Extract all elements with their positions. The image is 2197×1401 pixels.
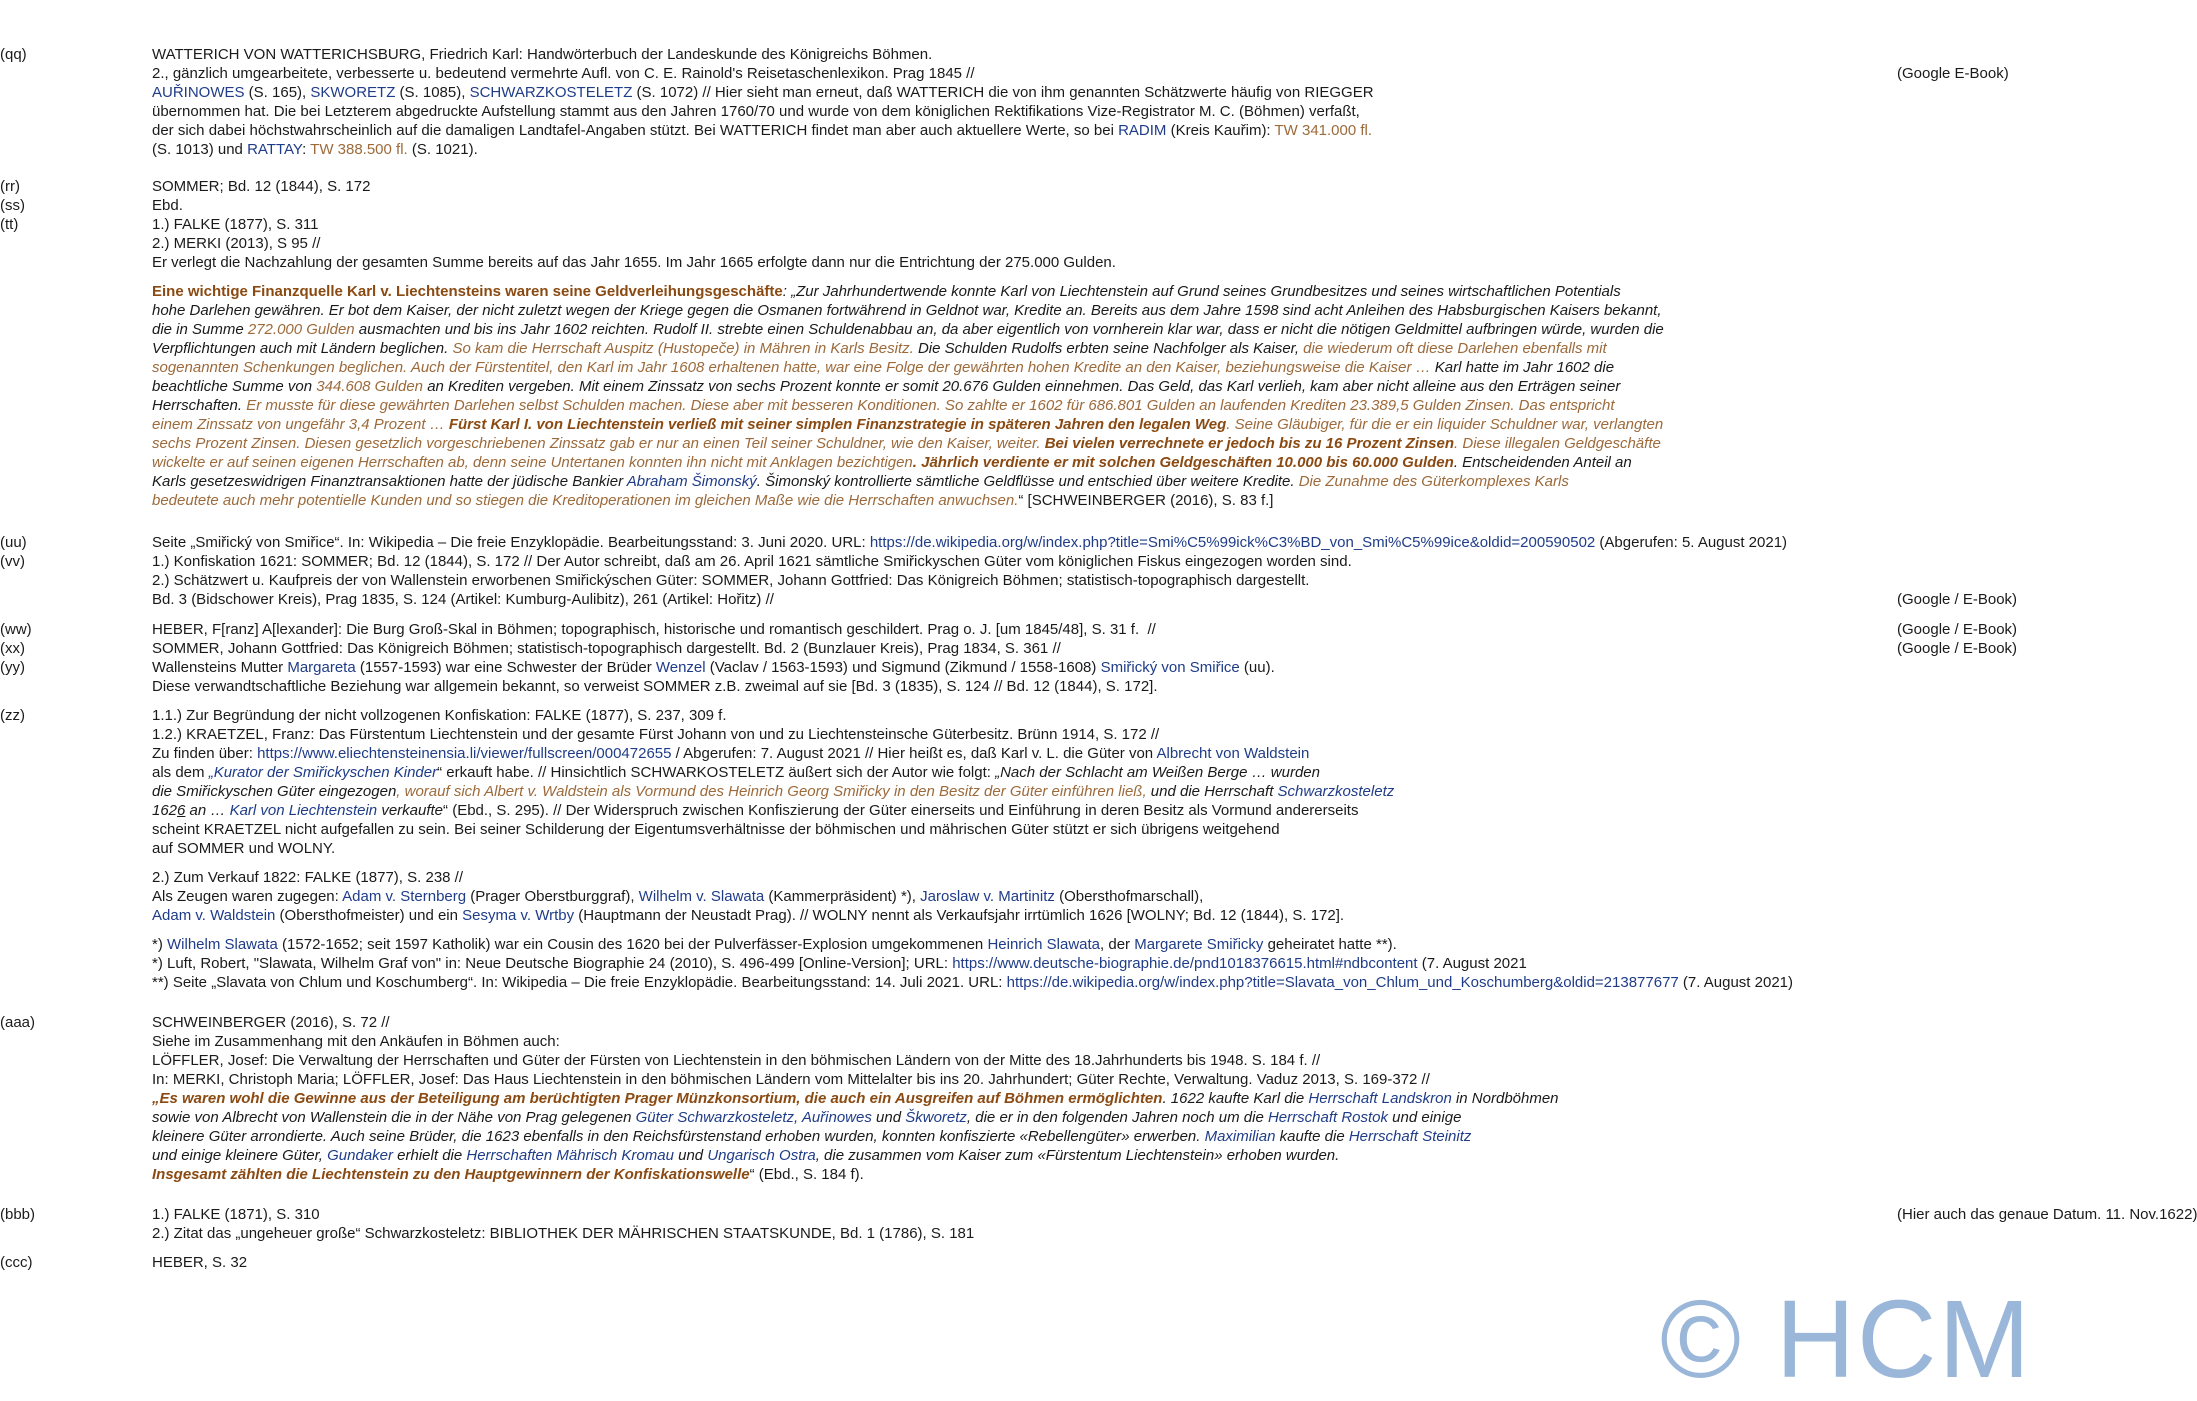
- text-line: scheint KRAETZEL nicht aufgefallen zu sein. Bei seiner Schilderung der Eigentumsverhältnisse der böhmischen und mährischen Güter stützt er sich übrigens weitgehend: [152, 821, 1280, 838]
- reference-line: 2., gänzlich umgearbeitete, verbesserte u. bedeutend vermehrte Aufl. von C. E. Rainold's Reisetaschenlexikon. Prag 1845 // (Google E-Book): [152, 65, 2009, 82]
- reference-line: 1.2.) KRAETZEL, Franz: Das Fürstentum Liechtenstein und der gesamte Fürst Johann von und zu Liechtensteinsche Güterbesitz. Brünn 1914, S. 172 //: [152, 726, 1160, 743]
- quote-line: Verpflichtungen auch mit Ländern beglichen. So kam die Herrschaft Auspitz (Hustopeče) in Mähren in Karls Besitz. Die Schulden Rudolfs erbten seine Nachfolger als Kaiser, die wiederum oft diese Darlehen ebenfalls mit: [152, 340, 1607, 357]
- place-link[interactable]: Škworetz: [905, 1109, 967, 1126]
- text-line: übernommen hat. Die bei Letzterem abgedruckte Aufstellung stammt aus den Jahren 1760/70 und wurde von dem königlichen Rektifikations Vize-Registrator M. C. (Böhmen) verfaßt,: [152, 103, 1360, 120]
- person-link[interactable]: Heinrich Slawata: [987, 936, 1101, 953]
- reference-line: Ebd.: [152, 197, 183, 214]
- reference-line: Seite „Smiřický von Smiřice“. In: Wikipedia – Die freie Enzyklopädie. Bearbeitungsstand: 3. Juni 2020. URL: https://de.wikipedia.org/w/index.php?title=Smi%C5%99ick%C3%BD_von_Smi%C5%99ice&oldid=200590502 (Abgerufen: 5. August 2021): [152, 534, 1788, 551]
- source-note: (Google / E-Book): [1897, 640, 2018, 657]
- reference-line: 1.1.) Zur Begründung der nicht vollzogenen Konfiskation: FALKE (1877), S. 237, 309 f.: [152, 707, 727, 724]
- quote-line: hohe Darlehen gewähren. Er bot dem Kaiser, der nicht zuletzt wegen der Kriege gegen die Osmanen fortwährend in Geldnot war, Kredite an. Bereits aus dem Jahre 1598 sind acht Anleihen des Habsburgischen Kaisers bekannt,: [152, 302, 1662, 319]
- url-link[interactable]: https://de.wikipedia.org/w/index.php?title=Smi%C5%99ick%C3%BD_von_Smi%C5%99ice&oldid=200590502: [869, 534, 1596, 551]
- person-link[interactable]: „Kurator der Smiřickyschen Kinder: [208, 764, 438, 781]
- quote-line: sechs Prozent Zinsen. Diesen gesetzlich vorgeschriebenen Zinssatz gab er nur an einen Teil seiner Schuldner, wie den Kaiser, weiter. Bei vielen verrechnete er jedoch bis zu 16 Prozent Zinsen. Diese illegalen Geldgeschäfte: [152, 435, 1661, 452]
- place-link[interactable]: Güter Schwarzkosteletz, Auřinowes: [635, 1109, 872, 1126]
- note-label: (qq): [0, 46, 27, 63]
- reference-line: SCHWEINBERGER (2016), S. 72 //: [152, 1014, 390, 1031]
- reference-line: 2.) Zitat das „ungeheuer große“ Schwarzkosteletz: BIBLIOTHEK DER MÄHRISCHEN STAATSKUNDE, Bd. 1 (1786), S. 181: [152, 1225, 975, 1242]
- quote-line: Karls gesetzeswidrigen Finanztransaktionen hatte der jüdische Bankier Abraham Šimonský. Šimonský kontrollierte sämtliche Geldflüsse und entschied über weitere Kredite. Die Zunahme des Güterkomplexes Karls: [152, 473, 1569, 490]
- reference-line: WATTERICH VON WATTERICHSBURG, Friedrich Karl: Handwörterbuch der Landeskunde des Königreichs Böhmen.: [152, 46, 933, 63]
- reference-line: 1.) FALKE (1877), S. 311: [152, 216, 319, 233]
- place-link[interactable]: RADIM: [1118, 122, 1167, 139]
- person-link[interactable]: Wilhelm Slawata: [167, 936, 278, 953]
- text-line: (S. 1013) und RATTAY: TW 388.500 fl. (S. 1021).: [152, 141, 478, 158]
- person-link[interactable]: Karl von Liechtenstein: [229, 802, 378, 819]
- quote-line: die in Summe 272.000 Gulden ausmachten und bis ins Jahr 1602 reichten. Rudolf II. strebte einen Schuldenabbau an, da aber eigentlich von vornherein klar war, dass er nicht die nötigen Geldmittel aufbringen würde, wurden die: [152, 321, 1664, 338]
- text-line: auf SOMMER und WOLNY.: [152, 840, 336, 857]
- quote-line: bedeutete auch mehr potentielle Kunden und so stiegen die Kreditoperationen im gleichen Maße wie die Herrschaften anwuchsen.“ [SCHWEINBERGER (2016), S. 83 f.]: [152, 492, 1274, 509]
- quote-line: und einige kleinere Güter, Gundaker erhielt die Herrschaften Mährisch Kromau und Ungarisch Ostra, die zusammen vom Kaiser zum «Fürstentum Liechtenstein» erhoben wurden.: [152, 1147, 1340, 1164]
- reference-line: In: MERKI, Christoph Maria; LÖFFLER, Josef: Das Haus Liechtenstein in den böhmischen Ländern vom Mittelalter bis ins 20. Jahrhundert; Güter Rechte, Verwaltung. Vaduz 2013, S. 169-372 //: [152, 1071, 1430, 1088]
- reference-line: 2.) MERKI (2013), S 95 //: [152, 235, 321, 252]
- value-highlight: TW 341.000 fl.: [1274, 122, 1373, 139]
- place-link[interactable]: Herrschaft Rostok: [1267, 1109, 1389, 1126]
- note-label: (tt): [0, 216, 19, 233]
- place-link[interactable]: Herrschaft Steinitz: [1348, 1128, 1472, 1145]
- reference-line: LÖFFLER, Josef: Die Verwaltung der Herrschaften und Güter der Fürsten von Liechtenstein in den böhmischen Ländern von der Mitte des 18.Jahrhunderts bis 1948. S. 184 f. //: [152, 1052, 1321, 1069]
- note-label: (bbb): [0, 1206, 36, 1223]
- text-line: Er verlegt die Nachzahlung der gesamten Summe bereits auf das Jahr 1655. Im Jahr 1665 erfolgte dann nur die Entrichtung der 275.000 Gulden.: [152, 254, 1116, 271]
- reference-line: HEBER, S. 32: [152, 1254, 248, 1271]
- text-line: Siehe im Zusammenhang mit den Ankäufen in Böhmen auch:: [152, 1033, 560, 1050]
- person-link[interactable]: Margarete Smiřicky: [1134, 936, 1264, 953]
- note-label: (xx): [0, 640, 25, 657]
- text-line: AUŘINOWES (S. 165), SKWORETZ (S. 1085), SCHWARZKOSTELETZ (S. 1072) // Hier sieht man erneut, daß WATTERICH die von ihm genannten Schätzwerte häufig von RIEGGER: [152, 84, 1374, 101]
- person-link[interactable]: Adam v. Waldstein: [152, 907, 276, 924]
- person-link[interactable]: Abraham Šimonský: [626, 473, 757, 490]
- url-link[interactable]: https://www.deutsche-biographie.de/pnd1018376615.html#ndbcontent: [952, 955, 1418, 972]
- footnote-line: *) Luft, Robert, "Slawata, Wilhelm Graf von" in: Neue Deutsche Biographie 24 (2010), S. 496-499 [Online-Version]; URL: https://www.deutsche-biographie.de/pnd1018376615.html#ndbcontent (7. August 2021: [152, 955, 1527, 972]
- quote-line: sowie von Albrecht von Wallenstein die in der Nähe von Prag gelegenen Güter Schwarzkosteletz, Auřinowes und Škworetz, die er in den folgenden Jahren noch um die Herrschaft Rostok und einige: [152, 1109, 1462, 1126]
- person-link[interactable]: Wenzel: [655, 659, 706, 676]
- reference-line: 2.) Schätzwert u. Kaufpreis der von Wallenstein erworbenen Smiřickýschen Güter: SOMMER, Johann Gottfried: Das Königreich Böhmen; statistisch-topographisch dargestellt.: [152, 572, 1310, 589]
- reference-line: SOMMER, Johann Gottfried: Das Königreich Böhmen; statistisch-topographisch dargestellt. Bd. 2 (Bunzlauer Kreis), Prag 1834, S. 361 // (Google / E-Book): [152, 640, 2018, 657]
- reference-line: 2.) Zum Verkauf 1822: FALKE (1877), S. 238 //: [152, 869, 464, 886]
- quote-line: „Es waren wohl die Gewinne aus der Beteiligung am berüchtigten Prager Münzkonsortium, die auch ein Ausgreifen auf Böhmen ermöglichten. 1622 kaufte Karl die Herrschaft Landskron in Nordböhmen: [152, 1090, 1559, 1107]
- text-line: Adam v. Waldstein (Obersthofmeister) und ein Sesyma v. Wrtby (Hauptmann der Neustadt Prag). // WOLNY nennt als Verkaufsjahr irrtümlich 1626 [WOLNY; Bd. 12 (1844), S. 172].: [152, 907, 1345, 924]
- note-label: (ccc): [0, 1254, 33, 1271]
- person-link[interactable]: Wilhelm v. Slawata: [638, 888, 765, 905]
- note-label: (vv): [0, 553, 25, 570]
- place-link[interactable]: SKWORETZ: [310, 84, 396, 101]
- place-link[interactable]: Ungarisch Ostra: [707, 1147, 816, 1164]
- person-link[interactable]: Gundaker: [327, 1147, 393, 1164]
- place-link[interactable]: RATTAY: [247, 141, 303, 158]
- reference-line: SOMMER; Bd. 12 (1844), S. 172: [152, 178, 371, 195]
- person-link[interactable]: Margareta: [287, 659, 356, 676]
- note-label: (yy): [0, 659, 25, 676]
- text-line: Als Zeugen waren zugegen: Adam v. Sternberg (Prager Oberstburggraf), Wilhelm v. Slawata (Kammerpräsident) *), Jaroslaw v. Martinitz (Obersthofmarschall),: [152, 888, 1204, 905]
- source-note: (Hier auch das genaue Datum. 11. Nov.1622): [1897, 1206, 2197, 1223]
- reference-line: 1.) FALKE (1871), S. 310 (Hier auch das genaue Datum. 11. Nov.1622): [152, 1206, 2197, 1223]
- value-highlight: TW 388.500 fl.: [310, 141, 408, 158]
- text-line: als dem „Kurator der Smiřickyschen Kinder“ erkauft habe. // Hinsichtlich SCHWARKOSTELETZ äußert sich der Autor wie folgt: „Nach der Schlacht am Weißen Berge … wurden: [152, 764, 1320, 781]
- quote-line: Herrschaften. Er musste für diese gewährten Darlehen selbst Schulden machen. Diese aber mit besseren Konditionen. So zahlte er 1602 für 686.801 Gulden an laufenden Krediten 23.389,5 Gulden Zinsen. Das entspricht: [152, 397, 1615, 414]
- text-line: die Smiřickyschen Güter eingezogen, worauf sich Albert v. Waldstein als Vormund des Heinrich Georg Smiřicky in den Besitz der Güter einführen ließ, und die Herrschaft Schwarzkosteletz: [152, 783, 1395, 800]
- note-label: (zz): [0, 707, 25, 724]
- url-link[interactable]: https://www.eliechtensteinensia.li/viewer/fullscreen/000472655: [257, 745, 672, 762]
- footnote-line: **) Seite „Slavata von Chlum und Koschumberg“. In: Wikipedia – Die freie Enzyklopädie. Bearbeitungsstand: 14. Juli 2021. URL: https://de.wikipedia.org/w/index.php?title=Slavata_von_Chlum_und_Koschumberg&oldid=213877677 (7. August 2021): [152, 974, 1794, 991]
- note-label: (ww): [0, 621, 32, 638]
- quote-line: Eine wichtige Finanzquelle Karl v. Liechtensteins waren seine Geldverleihungsgeschäfte: „Zur Jahrhundertwende konnte Karl von Liechtenstein auf Grund seines Grundbesitzes und seines wirtschaftlichen Potentials: [152, 283, 1621, 300]
- note-label: (rr): [0, 178, 20, 195]
- source-note: (Google E-Book): [1897, 65, 2009, 82]
- source-note: (Google / E-Book): [1897, 621, 2018, 638]
- place-link[interactable]: Herrschaft Landskron: [1308, 1090, 1452, 1107]
- quote-line: einem Zinssatz von ungefähr 3,4 Prozent … Fürst Karl I. von Liechtenstein verließ mit seiner simplen Finanzstrategie in späteren Jahren den legalen Weg. Seine Gläubiger, für die er ein liquider Schuldner war, verlangten: [152, 416, 1664, 433]
- note-label: (aaa): [0, 1014, 36, 1031]
- quote-line: beachtliche Summe von 344.608 Gulden an Krediten vergeben. Mit einem Zinssatz von sechs Prozent konnte er somit 20.676 Gulden einnehmen. Das Geld, das Karl verlieh, kam aber nicht alleine aus den Erträgen seiner: [152, 378, 1621, 395]
- copyright-watermark: © HCM: [1660, 1278, 2033, 1401]
- reference-line: HEBER, F[ranz] A[lexander]: Die Burg Groß-Skal in Böhmen; topographisch, historische und romantisch geschildert. Prag o. J. [um 1845/48], S. 31 f. // (Google / E-Book): [152, 621, 2018, 638]
- text-line: der sich dabei höchstwahrscheinlich auf die damaligen Landtafel-Angaben stützt. Bei WATTERICH findet man aber auch aktuellere Werte, so bei RADIM (Kreis Kauřim): TW 341.000 fl.: [152, 122, 1373, 139]
- quote-line: Insgesamt zählten die Liechtenstein zu den Hauptgewinnern der Konfiskationswelle“ (Ebd., S. 184 f).: [152, 1166, 864, 1183]
- place-link[interactable]: AUŘINOWES: [152, 84, 245, 101]
- person-link[interactable]: Adam v. Sternberg: [342, 888, 467, 905]
- person-link[interactable]: Jaroslaw v. Martinitz: [920, 888, 1055, 905]
- text-line: 1626 an … Karl von Liechtenstein verkaufte“ (Ebd., S. 295). // Der Widerspruch zwischen Konfiszierung der Güter einerseits und Einführung in deren Besitz als Vormund andererseits: [152, 802, 1359, 819]
- person-link[interactable]: Albrecht von Waldstein: [1156, 745, 1310, 762]
- text-line: Wallensteins Mutter Margareta (1557-1593) war eine Schwester der Brüder Wenzel (Vaclav / 1563-1593) und Sigmund (Zikmund / 1558-1608) Smiřický von Smiřice (uu).: [152, 659, 1275, 676]
- quote-line: sogenannten Schenkungen beglichen. Auch der Fürstentitel, den Karl im Jahr 1608 erhaltenen hatte, war eine Folge der gewährten hohen Kredite an den Kaiser, beziehungsweise die Kaiser … Karl hatte im Jahr 1602 die: [152, 359, 1615, 376]
- quote-line: kleinere Güter arrondierte. Auch seine Brüder, die 1623 ebenfalls in den Reichsfürstenstand erhoben wurden, konnten konfiszierte «Rebellengüter» erwerben. Maximilian kaufte die Herrschaft Steinitz: [152, 1128, 1472, 1145]
- reference-line: Bd. 3 (Bidschower Kreis), Prag 1835, S. 124 (Artikel: Kumburg-Aulibitz), 261 (Artikel: Hořitz) // (Google / E-Book): [152, 591, 2018, 608]
- person-link[interactable]: Sesyma v. Wrtby: [462, 907, 575, 924]
- url-link[interactable]: https://de.wikipedia.org/w/index.php?title=Slavata_von_Chlum_und_Koschumberg&oldid=213877677: [1006, 974, 1679, 991]
- note-label: (uu): [0, 534, 27, 551]
- footnote-line: *) Wilhelm Slawata (1572-1652; seit 1597 Katholik) war ein Cousin des 1620 bei der Pulverfässer-Explosion umgekommenen Heinrich Slawata, der Margarete Smiřicky geheiratet hatte **).: [152, 936, 1397, 953]
- place-link[interactable]: Schwarzkosteletz: [1277, 783, 1395, 800]
- quote-line: wickelte er auf seinen eigenen Herrschaften ab, denn seine Untertanen konnten ihn nicht mit Anklagen bezichtigen. Jährlich verdiente er mit solchen Geldgeschäften 10.000 bis 60.000 Gulden. Entscheidenden Anteil an: [152, 454, 1632, 471]
- person-link[interactable]: Smiřický von Smiřice: [1100, 659, 1240, 676]
- person-link[interactable]: Maximilian: [1204, 1128, 1276, 1145]
- place-link[interactable]: Herrschaften Mährisch Kromau: [466, 1147, 674, 1164]
- text-line: Zu finden über: https://www.eliechtensteinensia.li/viewer/fullscreen/000472655 / Abgerufen: 7. August 2021 // Hier heißt es, daß Karl v. L. die Güter von Albrecht von Waldstein: [152, 745, 1310, 762]
- reference-line: 1.) Konfiskation 1621: SOMMER; Bd. 12 (1844), S. 172 // Der Autor schreibt, daß am 26. April 1621 sämtliche Smiřickyschen Güter vom königlichen Fiskus eingezogen worden sind.: [152, 553, 1352, 570]
- text-line: Diese verwandtschaftliche Beziehung war allgemein bekannt, so verweist SOMMER z.B. zweimal auf sie [Bd. 3 (1835), S. 124 // Bd. 12 (1844), S. 172].: [152, 678, 1158, 695]
- source-note: (Google / E-Book): [1897, 591, 2018, 608]
- note-label: (ss): [0, 197, 25, 214]
- place-link[interactable]: SCHWARZKOSTELETZ: [469, 84, 633, 101]
